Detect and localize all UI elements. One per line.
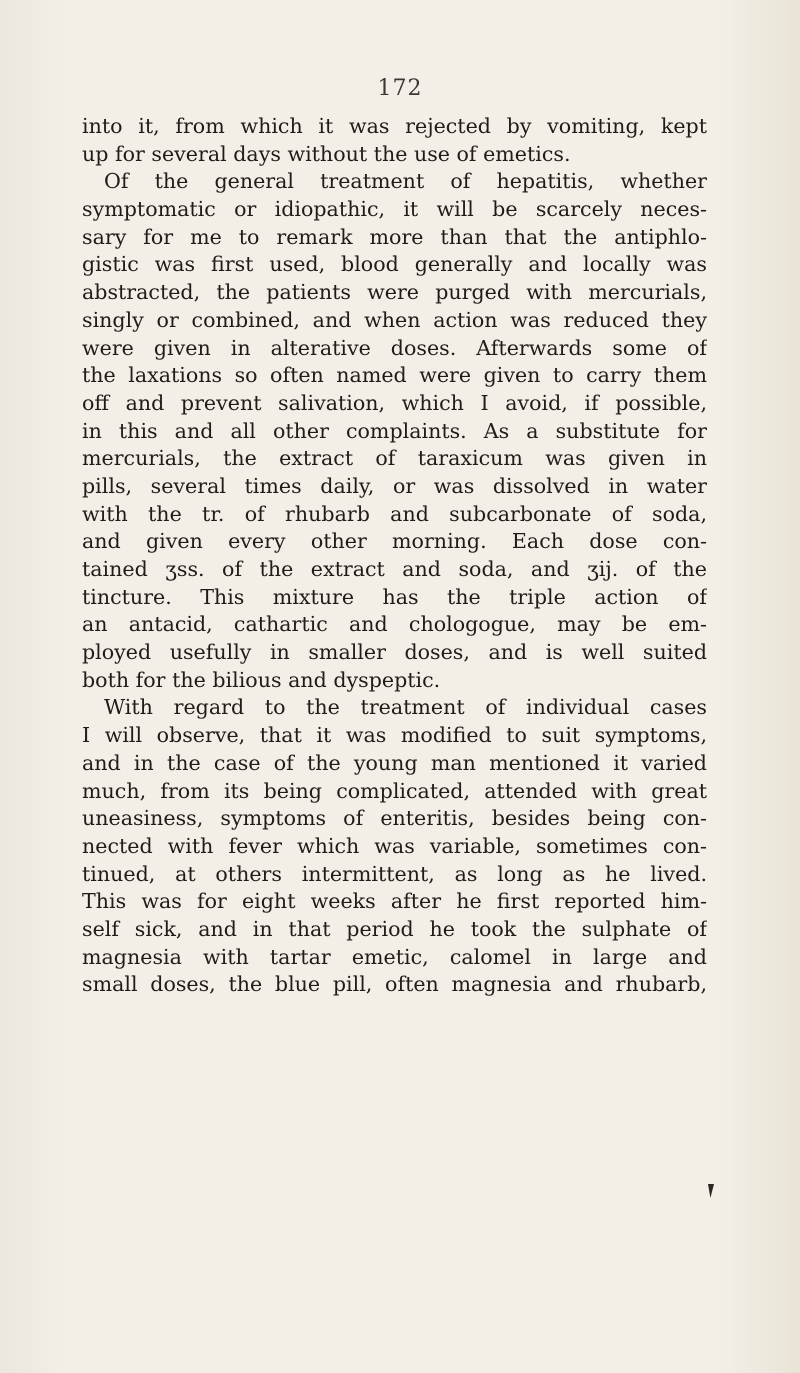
text-line: uneasiness, symptoms of enteritis, besides being con- [82,806,707,831]
text-line: I will observe, that it was modified to suit symptoms, [82,723,707,748]
paragraph-start-line: With regard to the treatment of individual cases [104,695,707,720]
text-line: nected with fever which was variable, sometimes con- [82,833,707,858]
text-line: were given in alterative doses. Afterwards some of [82,335,707,360]
text-line: and given every other morning. Each dose con- [82,529,707,554]
text-line: the laxations so often named were given to carry them [82,363,707,388]
body-text [82,113,707,999]
text-line: magnesia with tartar emetic, calomel in large and [82,944,707,969]
margin-ink-mark [708,1184,714,1198]
text-line: much, from its being complicated, attended with great [82,778,707,803]
text-line: up for several days without the use of emetics. [82,141,571,166]
text-line: and in the case of the young man mentioned it varied [82,750,707,775]
text-line: symptomatic or idiopathic, it will be scarcely neces- [82,197,707,222]
text-line: both for the bilious and dyspeptic. [82,667,441,692]
text-line: ployed usefully in smaller doses, and is well suited [82,640,707,665]
page-number: 172 [377,76,423,101]
text-line: small doses, the blue pill, often magnesia and rhubarb, [82,972,707,997]
text-line: an antacid, cathartic and chologogue, may be em- [82,612,707,637]
text-line: in this and all other complaints. As a substitute for [82,418,707,443]
text-line: mercurials, the extract of taraxicum was given in [82,446,707,471]
text-line: tained ʒss. of the extract and soda, and ʒij. of the [82,557,707,581]
text-line: sary for me to remark more than that the antiphlo- [82,224,707,249]
text-line: into it, from which it was rejected by vomiting, kept [82,114,707,138]
text-line: with the tr. of rhubarb and subcarbonate of soda, [82,501,707,526]
text-line: gistic was first used, blood generally and locally was [82,252,707,277]
text-line: self sick, and in that period he took the sulphate of [82,916,707,941]
text-line: off and prevent salivation, which I avoid, if possible, [82,390,707,415]
text-line: tincture. This mixture has the triple action of [82,584,707,609]
text-line: abstracted, the patients were purged with mercurials, [82,280,707,305]
paragraph-start-line: Of the general treatment of hepatitis, whether [104,169,707,194]
text-line: This was for eight weeks after he first reported him- [82,889,707,914]
text-line: tinued, at others intermittent, as long as he lived. [82,861,707,886]
text-line: singly or combined, and when action was reduced they [82,307,707,332]
text-line: pills, several times daily, or was dissolved in water [82,473,707,498]
